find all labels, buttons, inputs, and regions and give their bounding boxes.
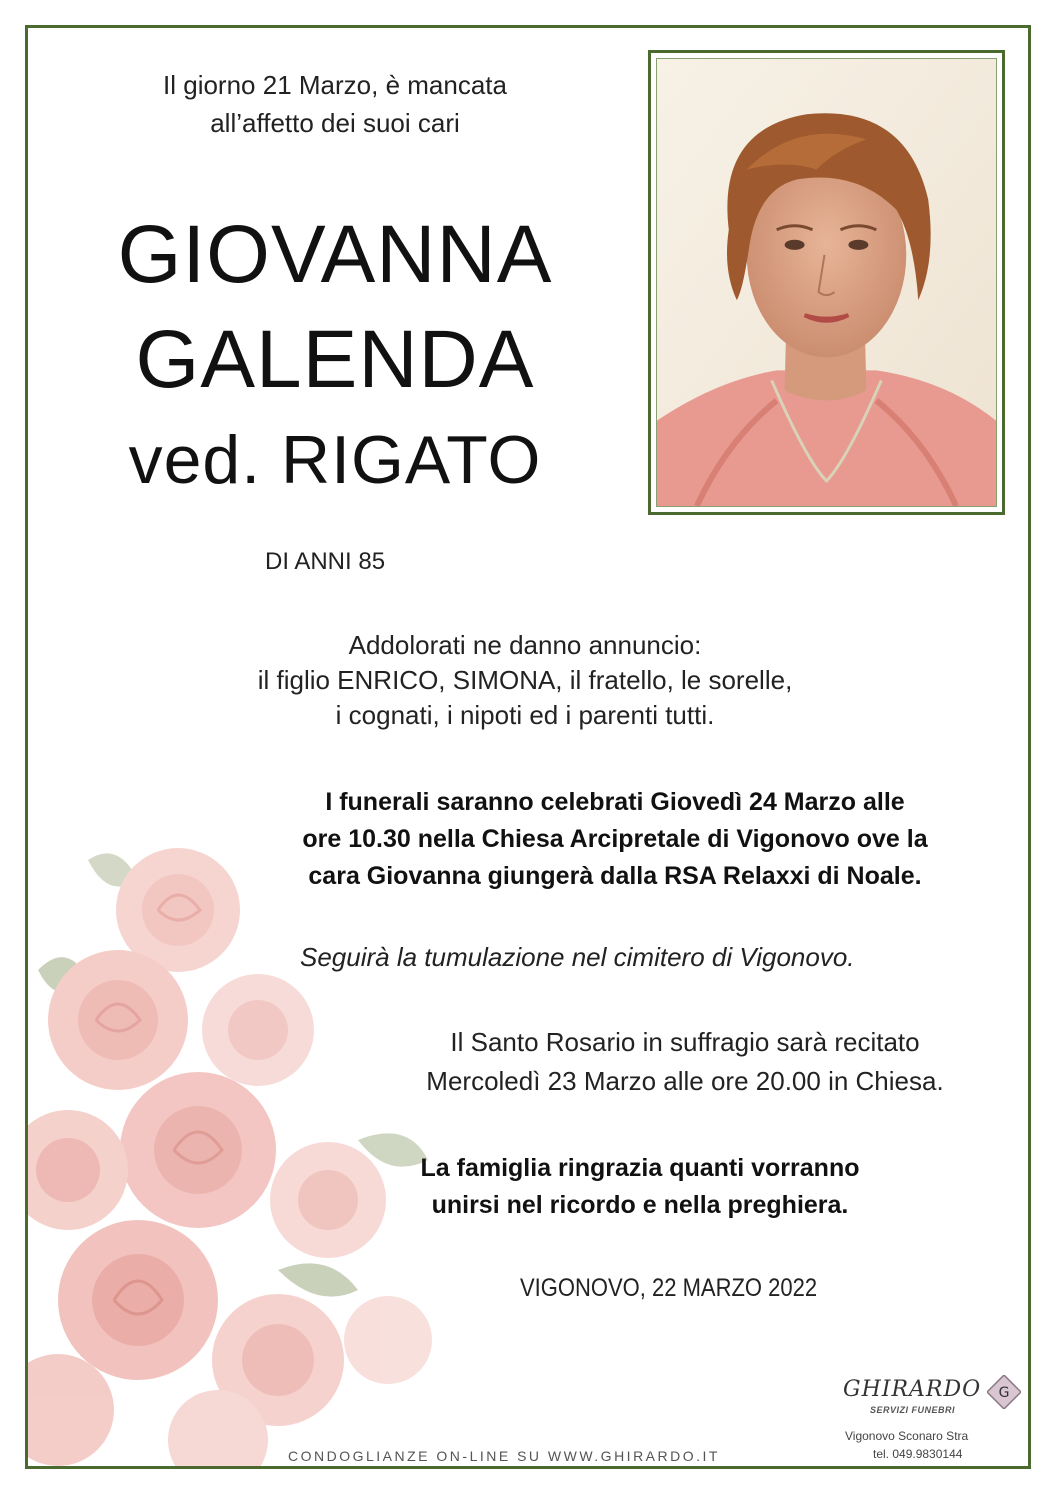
rosary-line-1: Il Santo Rosario in suffragio sarà recitato	[450, 1027, 920, 1057]
deceased-last-name: GALENDA	[135, 314, 535, 405]
thanks-line-2: unirsi nel ricordo e nella preghiera.	[431, 1191, 849, 1219]
logo-diamond-icon	[987, 1375, 1021, 1409]
funeral-home-logo	[835, 1375, 1035, 1470]
deceased-married-name: ved. RIGATO	[128, 422, 542, 498]
condolences-footer: CONDOGLIANZE ON-LINE SU WWW.GHIRARDO.IT	[288, 1448, 720, 1464]
place-date: VIGONOVO, 22 MARZO 2022	[520, 1274, 818, 1302]
logo-telephone: tel. 049.9830144	[873, 1447, 963, 1461]
intro-line-1: Il giorno 21 Marzo, è mancata	[163, 70, 507, 100]
deceased-first-name: GIOVANNA	[117, 209, 553, 300]
funeral-line-1: I funerali saranno celebrati Giovedì 24 Marzo alle	[325, 788, 905, 816]
announcement-line-3: i cognati, i nipoti ed i parenti tutti.	[335, 700, 715, 730]
age-text: DI ANNI 85	[265, 548, 386, 575]
portrait-illustration	[657, 59, 996, 506]
logo-address: Vigonovo Sconaro Stra	[845, 1429, 969, 1443]
logo-name: GHIRARDO	[843, 1377, 982, 1402]
announcement-text	[200, 628, 850, 733]
portrait-photo	[648, 50, 1005, 515]
logo-mark: G	[998, 1385, 1010, 1401]
thanks-text	[380, 1150, 900, 1224]
funeral-line-3: cara Giovanna giungerà dalla RSA Relaxxi di Noale.	[308, 862, 922, 890]
announcement-line-1: Addolorati ne danno annuncio:	[348, 630, 702, 660]
intro-text	[120, 66, 550, 142]
funeral-text	[200, 784, 1030, 895]
intro-line-2: all’affetto dei suoi cari	[210, 108, 460, 138]
burial-text: Seguirà la tumulazione nel cimitero di Vigonovo.	[300, 942, 855, 972]
rosary-text	[330, 1023, 1040, 1101]
announcement-line-2: il figlio ENRICO, SIMONA, il fratello, le sorelle,	[257, 665, 793, 695]
rosary-line-2: Mercoledì 23 Marzo alle ore 20.00 in Chiesa.	[426, 1066, 944, 1096]
thanks-line-1: La famiglia ringrazia quanti vorranno	[420, 1154, 860, 1182]
logo-subtitle: SERVIZI FUNEBRI	[870, 1405, 956, 1415]
roses-decoration	[28, 820, 448, 1466]
funeral-line-2: ore 10.30 nella Chiesa Arcipretale di Vigonovo ove la	[302, 825, 928, 853]
